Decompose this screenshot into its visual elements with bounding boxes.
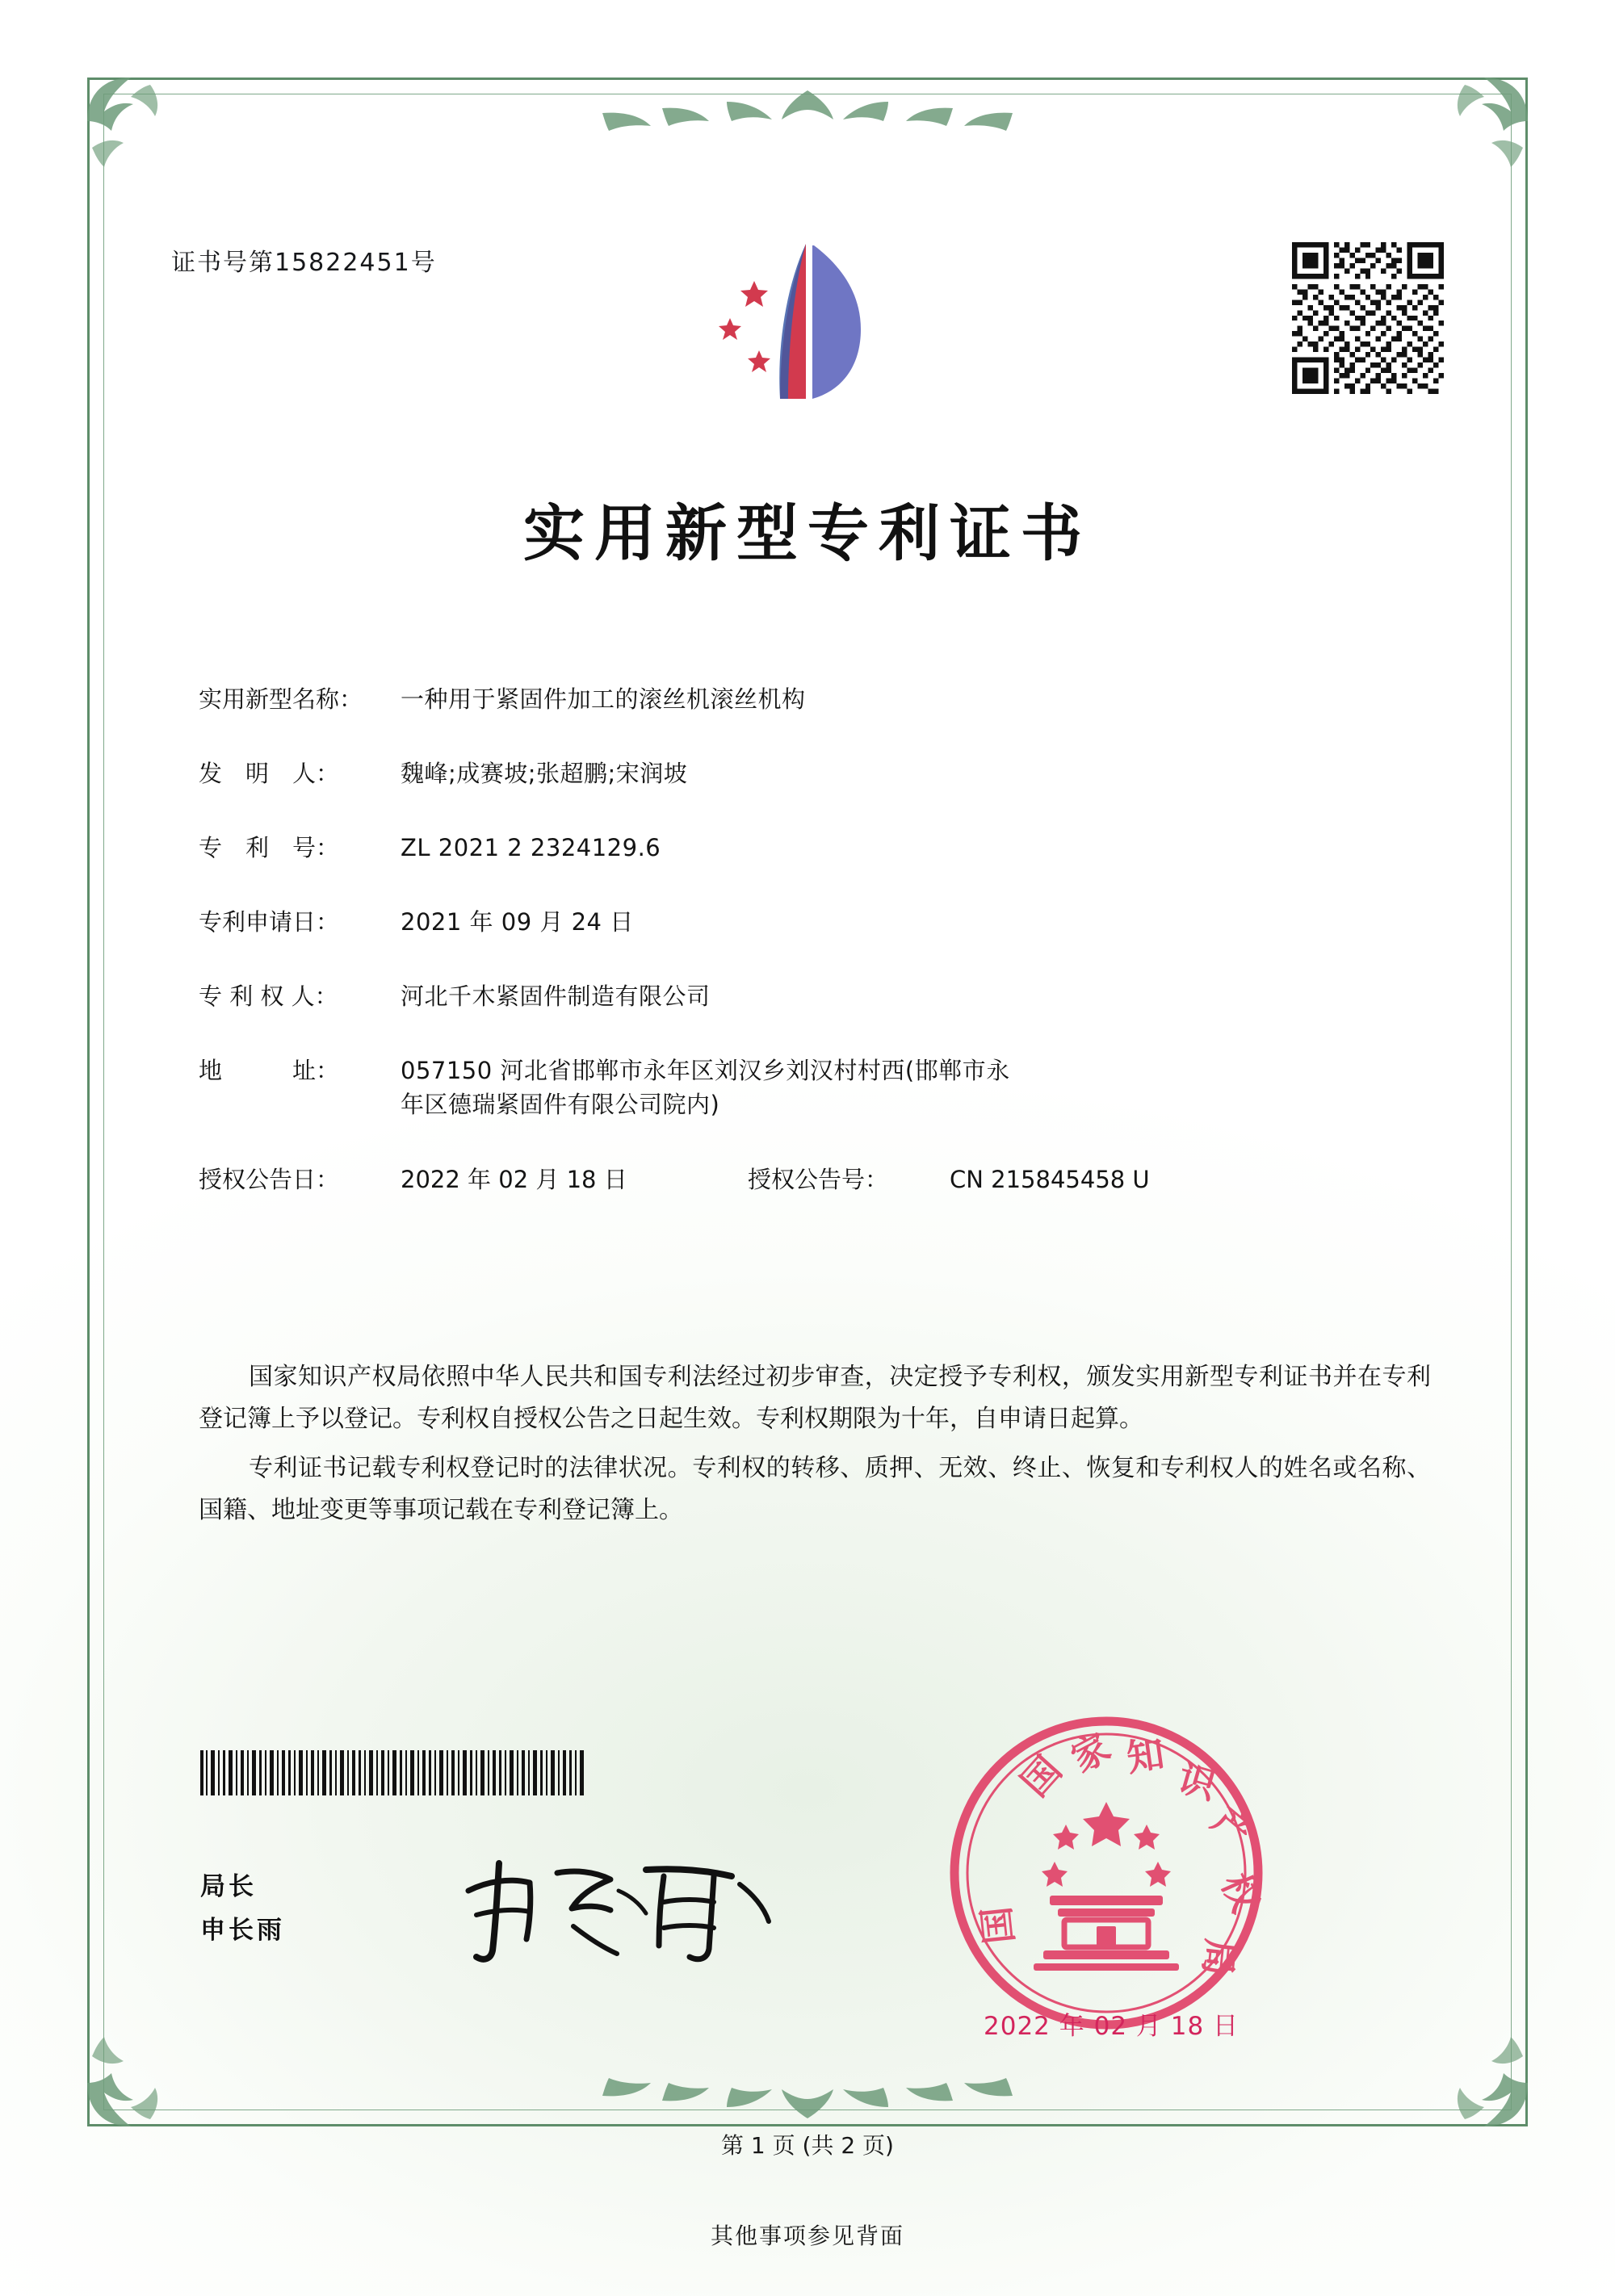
director-block	[200, 1865, 285, 1953]
field-value: 魏峰;成赛坡;张超鹏;宋润坡	[401, 760, 688, 788]
svg-text:知: 知	[1124, 1732, 1168, 1780]
corner-ornament-icon	[82, 73, 203, 194]
field-value-line1: 057150 河北省邯郸市永年区刘汉乡刘汉村村西(邯郸市永	[401, 1057, 1010, 1085]
corner-ornament-icon	[1412, 2010, 1533, 2131]
grant-number-value: CN 215845458 U	[950, 1166, 1150, 1194]
field-list	[199, 682, 1437, 1230]
svg-text:产: 产	[1203, 1798, 1261, 1855]
field-value-group	[401, 1054, 1437, 1121]
field-patent-number	[199, 831, 1437, 865]
certificate-number: 证书号第15822451号	[171, 249, 437, 277]
field-patentee	[199, 979, 1437, 1013]
field-label: 专 利 号：	[199, 834, 340, 862]
barcode-icon	[200, 1750, 612, 1795]
field-value: 河北千木紧固件制造有限公司	[401, 983, 711, 1011]
grant-number-label: 授权公告号：	[748, 1166, 889, 1194]
paragraph-2: 专利证书记载专利权登记时的法律状况。专利权的转移、质押、无效、终止、恢复和专利权人的姓名或名称、国籍、地址变更等事项记载在专利登记簿上。	[199, 1454, 1431, 1524]
grant-date-value: 2022 年 02 月 18 日	[401, 1166, 627, 1194]
bottom-ornament-icon	[525, 2068, 1090, 2125]
field-label: 地 址：	[199, 1057, 340, 1085]
corner-ornament-icon	[1412, 73, 1533, 194]
body-text	[199, 1356, 1431, 1539]
svg-text:国: 国	[1013, 1748, 1070, 1805]
field-value: 一种用于紧固件加工的滚丝机滚丝机构	[401, 685, 806, 713]
field-value-line2: 年区德瑞紧固件有限公司院内)	[401, 1091, 720, 1119]
official-red-seal-icon	[945, 1712, 1268, 2034]
page-title: 实用新型专利证书	[523, 497, 1092, 569]
director-title: 局长	[200, 1872, 257, 1901]
svg-text:局: 局	[1195, 1936, 1243, 1979]
corner-ornament-icon	[82, 2010, 203, 2131]
svg-text:权: 权	[1212, 1867, 1268, 1919]
svg-text:家: 家	[1063, 1724, 1118, 1781]
handwritten-signature-icon	[452, 1849, 791, 1970]
qr-code-icon	[1292, 242, 1444, 394]
field-inventors	[199, 756, 1437, 790]
field-grant-announcement	[199, 1162, 1437, 1195]
field-label: 发 明 人：	[199, 760, 340, 788]
field-value: 2021 年 09 月 24 日	[401, 908, 634, 936]
field-label: 实用新型名称：	[199, 685, 363, 713]
field-address	[199, 1054, 1437, 1121]
footer-note: 其他事项参见背面	[710, 2223, 904, 2249]
top-ornament-icon	[525, 84, 1090, 140]
svg-text:国: 国	[974, 1904, 1021, 1946]
field-application-date	[199, 905, 1437, 939]
paragraph-1: 国家知识产权局依照中华人民共和国专利法经过初步审查，决定授予专利权，颁发实用新型专利证书并在专利登记簿上予以登记。专利权自授权公告之日起生效。专利权期限为十年，自申请日起算。	[199, 1363, 1431, 1433]
director-name: 申长雨	[200, 1916, 285, 1946]
seal-date: 2022 年 02 月 18 日	[984, 2012, 1240, 2041]
field-label: 专利申请日：	[199, 908, 340, 936]
patent-office-emblem-icon	[703, 233, 912, 418]
field-value: ZL 2021 2 2324129.6	[401, 834, 661, 862]
grant-date-label: 授权公告日：	[199, 1166, 340, 1194]
page-number: 第 1 页 (共 2 页)	[721, 2132, 894, 2159]
svg-text:识: 识	[1172, 1755, 1222, 1808]
field-utility-model-name	[199, 682, 1437, 716]
field-label: 专 利 权 人：	[199, 983, 338, 1011]
